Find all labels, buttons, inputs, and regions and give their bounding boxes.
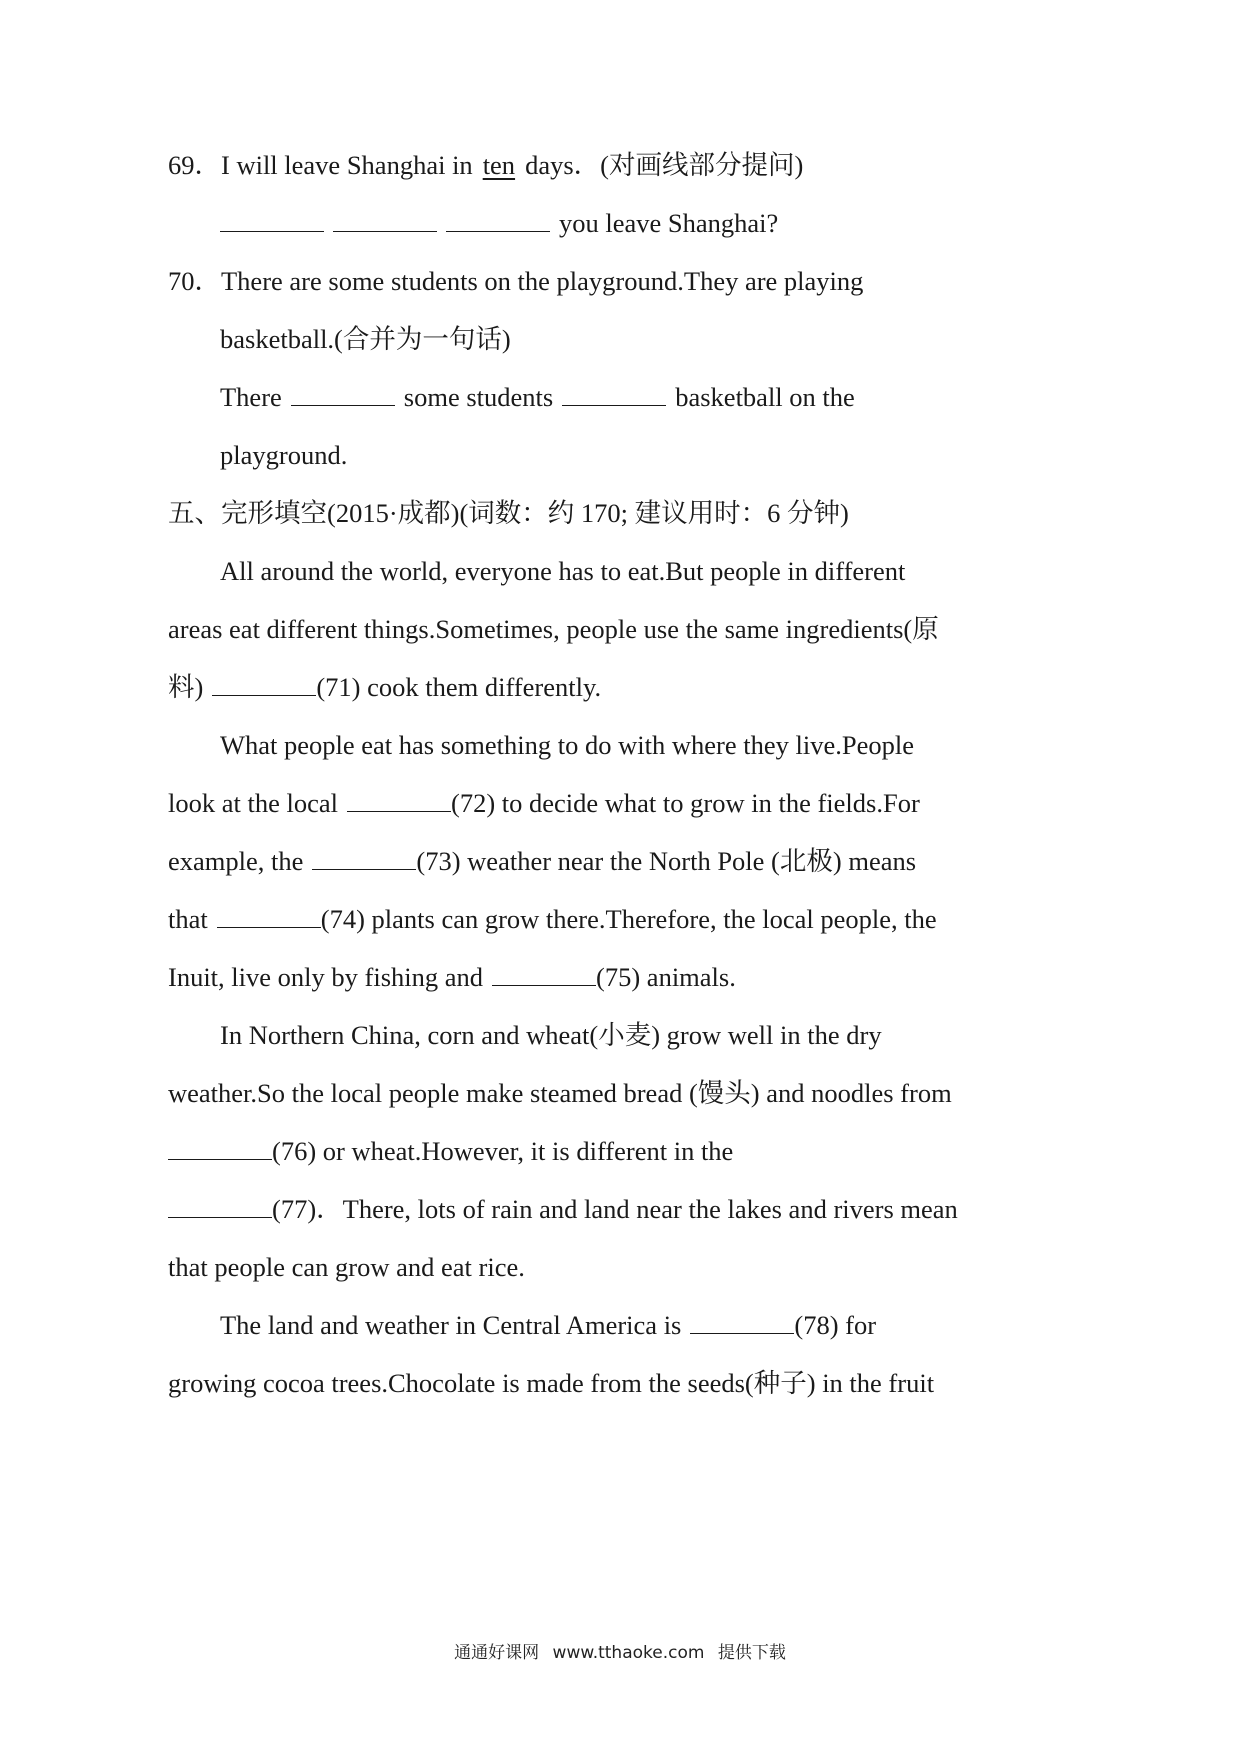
blank-78[interactable]: [690, 1311, 794, 1334]
passage-text: What people eat has something to do with where they live.People: [220, 730, 914, 760]
passage-line: [168, 960, 736, 994]
passage-text: (75) animals.: [596, 962, 736, 992]
answer-text: playground.: [220, 440, 348, 470]
passage-line: [220, 554, 905, 588]
answer-text: basketball on the: [675, 382, 855, 412]
footer-suffix: 提供下载: [717, 1643, 786, 1663]
blank-77[interactable]: [168, 1195, 272, 1218]
passage-line: [220, 1018, 882, 1052]
question-number: 70．: [168, 266, 221, 296]
blank-71[interactable]: [212, 673, 316, 696]
answer-line-70-cont: [220, 438, 347, 472]
blank-74[interactable]: [217, 905, 321, 928]
passage-line: [220, 728, 914, 762]
blank-72[interactable]: [347, 789, 451, 812]
question-70-cont: [220, 322, 511, 356]
passage-line: [168, 1192, 958, 1226]
page-footer: [0, 1638, 1240, 1663]
passage-text: (72) to decide what to grow in the fields.For: [451, 788, 920, 818]
answer-blank[interactable]: [291, 383, 395, 406]
question-number: 69．: [168, 150, 221, 180]
passage-text: (74) plants can grow there.Therefore, the local people, the: [320, 904, 937, 934]
passage-line: [168, 844, 916, 878]
passage-text: The land and weather in Central America is: [220, 1310, 682, 1340]
blank-75[interactable]: [492, 963, 596, 986]
question-70: [168, 264, 863, 298]
passage-text: In Northern China, corn and wheat(小麦) grow well in the dry: [220, 1020, 882, 1050]
question-text: basketball.(合并为一句话): [220, 324, 511, 354]
passage-line: [168, 902, 937, 936]
answer-blank[interactable]: [446, 209, 550, 232]
footer-site-name: 通通好课网: [454, 1643, 540, 1663]
section-heading: [168, 496, 849, 530]
answer-blank[interactable]: [562, 383, 666, 406]
blank-73[interactable]: [312, 847, 416, 870]
passage-line: [168, 612, 939, 646]
passage-text: look at the local: [168, 788, 338, 818]
passage-text: (76) or wheat.However, it is different in the: [272, 1136, 734, 1166]
blank-76[interactable]: [168, 1137, 272, 1160]
passage-text: that people can grow and eat rice.: [168, 1252, 525, 1282]
question-69: [168, 148, 803, 182]
question-text: There are some students on the playground.They are playing: [221, 266, 864, 296]
question-text-tail: days．: [525, 150, 601, 180]
passage-line: [168, 1250, 525, 1284]
passage-text: (78) for: [794, 1310, 877, 1340]
passage-text: growing cocoa trees.Chocolate is made from the seeds(种子) in the fruit: [168, 1368, 935, 1398]
passage-text: that: [168, 904, 208, 934]
answer-text: some students: [403, 382, 554, 412]
passage-text: example, the: [168, 846, 304, 876]
passage-text: areas eat different things.Sometimes, people use the same ingredients(原: [168, 614, 939, 644]
passage-text: Inuit, live only by fishing and: [168, 962, 484, 992]
footer-url[interactable]: www.tthaoke.com: [552, 1643, 705, 1663]
passage-text: weather.So the local people make steamed bread (馒头) and noodles from: [168, 1078, 952, 1108]
answer-blank[interactable]: [220, 209, 324, 232]
passage-text: (73) weather near the North Pole (北极) means: [416, 846, 917, 876]
answer-text: There: [220, 382, 282, 412]
passage-line: [168, 670, 601, 704]
passage-text: (77)．There, lots of rain and land near the lakes and rivers mean: [272, 1194, 958, 1224]
passage-line: [168, 1134, 733, 1168]
answer-tail: you leave Shanghai?: [559, 208, 779, 238]
passage-line: [168, 1366, 934, 1400]
passage-text: (71) cook them differently.: [316, 672, 602, 702]
answer-line-69: [220, 206, 778, 240]
passage-line: [220, 1308, 876, 1342]
question-text: I will leave Shanghai in: [221, 150, 473, 180]
passage-line: [168, 786, 920, 820]
passage-text: 料): [168, 672, 204, 702]
passage-line: [168, 1076, 952, 1110]
passage-text: All around the world, everyone has to eat.But people in different: [220, 556, 906, 586]
answer-line-70: [220, 380, 855, 414]
answer-blank[interactable]: [333, 209, 437, 232]
section-title: 五、完形填空(2015·成都)(词数：约 170; 建议用时：6 分钟): [168, 498, 849, 528]
underlined-word: ten: [482, 150, 516, 180]
question-instruction: (对画线部分提问): [600, 150, 804, 180]
